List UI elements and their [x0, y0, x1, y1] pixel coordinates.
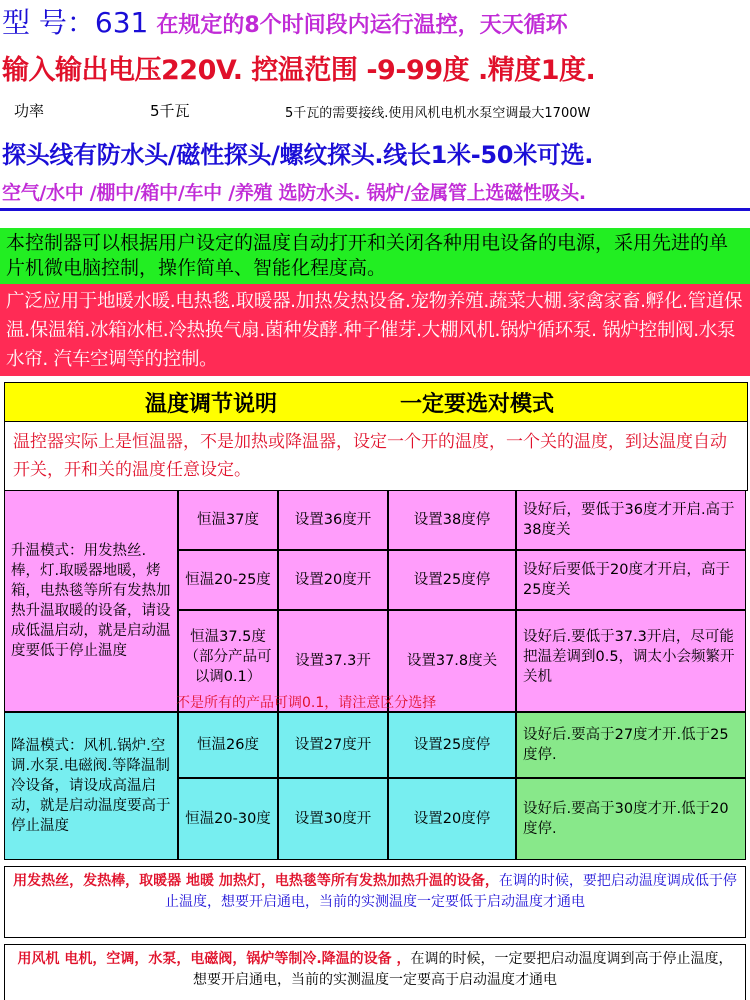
cool-row-2-target: 恒温20-30度 — [178, 778, 278, 860]
model-description: 在规定的8个时间段内运行温控，天天循环 — [156, 13, 568, 38]
applications-text: 广泛应用于地暖水暖.电热毯.取暖器.加热发热设备.宠物养殖.蔬菜大棚.家禽家畜.孵化.管道保温.保温箱.冰箱冰柜.冷热换气扇.菌种发酵.种子催芽.大棚风机.锅炉循环泵. 锅炉控制阀.水泵水帘. 汽车空调等的控制。 — [6, 291, 743, 370]
cool-device-note — [4, 944, 746, 1000]
probe-usage: 空气/水中 /棚中/箱中/车中 /养殖 选防水头. 锅炉/金属管上选磁性吸头. — [2, 182, 586, 204]
power-label: 功率 — [14, 102, 45, 120]
voltage-spec: 输入输出电压220V. 控温范围 -9-99度 .精度1度. — [2, 55, 596, 86]
table-title-bar — [4, 382, 748, 422]
cool-row-2-off: 设置20度停 — [388, 778, 516, 860]
heat-row-3-target: 恒温37.5度（部分产品可以调0.1） — [178, 610, 278, 712]
table-note — [4, 421, 748, 491]
heat-row-3-on: 设置37.3开 — [278, 610, 388, 712]
heat-device-note-highlight: 用发热丝，发热棒，取暖器 地暖 加热灯，电热毯等所有发热加热升温的设备， — [13, 873, 499, 889]
intro-block — [0, 228, 750, 284]
table-title: 温度调节说明 — [145, 392, 278, 417]
cool-row-2-explain: 设好后.要高于30度才开.低于20度停. — [516, 778, 746, 860]
heat-row-2-target: 恒温20-25度 — [178, 550, 278, 610]
table-subtitle: 一定要选对模式 — [400, 392, 555, 417]
applications-block — [0, 284, 750, 376]
cool-device-note-highlight: 用风机 电机，空调，水泵，电磁阀，锅炉等制冷.降温的设备 ， — [17, 951, 411, 967]
cool-row-1-explain: 设好后.要高于27度才开.低于25度停. — [516, 712, 746, 778]
divider — [0, 208, 750, 211]
heat-row-1-off: 设置38度停 — [388, 490, 516, 550]
heat-row-1-target: 恒温37度 — [178, 490, 278, 550]
power-value: 5千瓦 — [150, 102, 190, 120]
table-note-text: 温控器实际上是恒温器，不是加热或降温器，设定一个开的温度，一个关的温度，到达温度自动开关，开和关的温度任意设定。 — [13, 432, 727, 480]
heat-row-1-on: 设置36度开 — [278, 490, 388, 550]
cool-row-1-off: 设置25度停 — [388, 712, 516, 778]
heat-row-1-explain: 设好后，要低于36度才开启.高于38度关 — [516, 490, 746, 550]
cool-mode-description: 降温模式：风机.锅炉.空调.水泵.电磁阀.等降温制冷设备，请设成高温启动，就是启动温度要高于停止温度 — [4, 712, 178, 860]
intro-text: 本控制器可以根据用户设定的温度自动打开和关闭各种用电设备的电源，采用先进的单片机微电脑控制，操作简单、智能化程度高。 — [6, 232, 729, 279]
heat-mode-description: 升温模式：用发热丝.棒，灯.取暖器地暖，烤箱，电热毯等所有发热加热升温取暖的设备，请设成低温启动，就是启动温度要低于停止温度 — [4, 490, 178, 712]
heat-row-3-off: 设置37.8度关 — [388, 610, 516, 712]
heat-row-3-explain: 设好后.要低于37.3开启，尽可能把温差调到0.5，调太小会频繁开关机 — [516, 610, 746, 712]
heat-row-2-off: 设置25度停 — [388, 550, 516, 610]
model-line — [2, 2, 568, 44]
probe-spec: 探头线有防水头/磁性探头/螺纹探头.线长1米-50米可选. — [2, 141, 594, 169]
model-number: 型 号：631 — [2, 6, 149, 39]
cool-device-note-detail: 在调的时候，一定要把启动温度调到高于停止温度，想要开启通电，当前的实测温度一定要高于启动温度才通电 — [193, 951, 733, 988]
heat-device-note-detail: 在调的时候，要把启动温度调成低于停止温度，想要开启通电，当前的实测温度一定要低于启动温度才通电 — [165, 873, 737, 910]
cool-row-1-target: 恒温26度 — [178, 712, 278, 778]
cool-row-1-on: 设置27度开 — [278, 712, 388, 778]
precision-warning: 不是所有的产品可调0.1，请注意区分选择 — [176, 695, 437, 711]
power-note: 5千瓦的需要接线.使用风机电机水泵空调最大1700W — [285, 106, 591, 121]
heat-device-note — [4, 866, 746, 938]
cool-row-2-on: 设置30度开 — [278, 778, 388, 860]
heat-row-2-explain: 设好后要低于20度才开启，高于25度关 — [516, 550, 746, 610]
heat-row-2-on: 设置20度开 — [278, 550, 388, 610]
